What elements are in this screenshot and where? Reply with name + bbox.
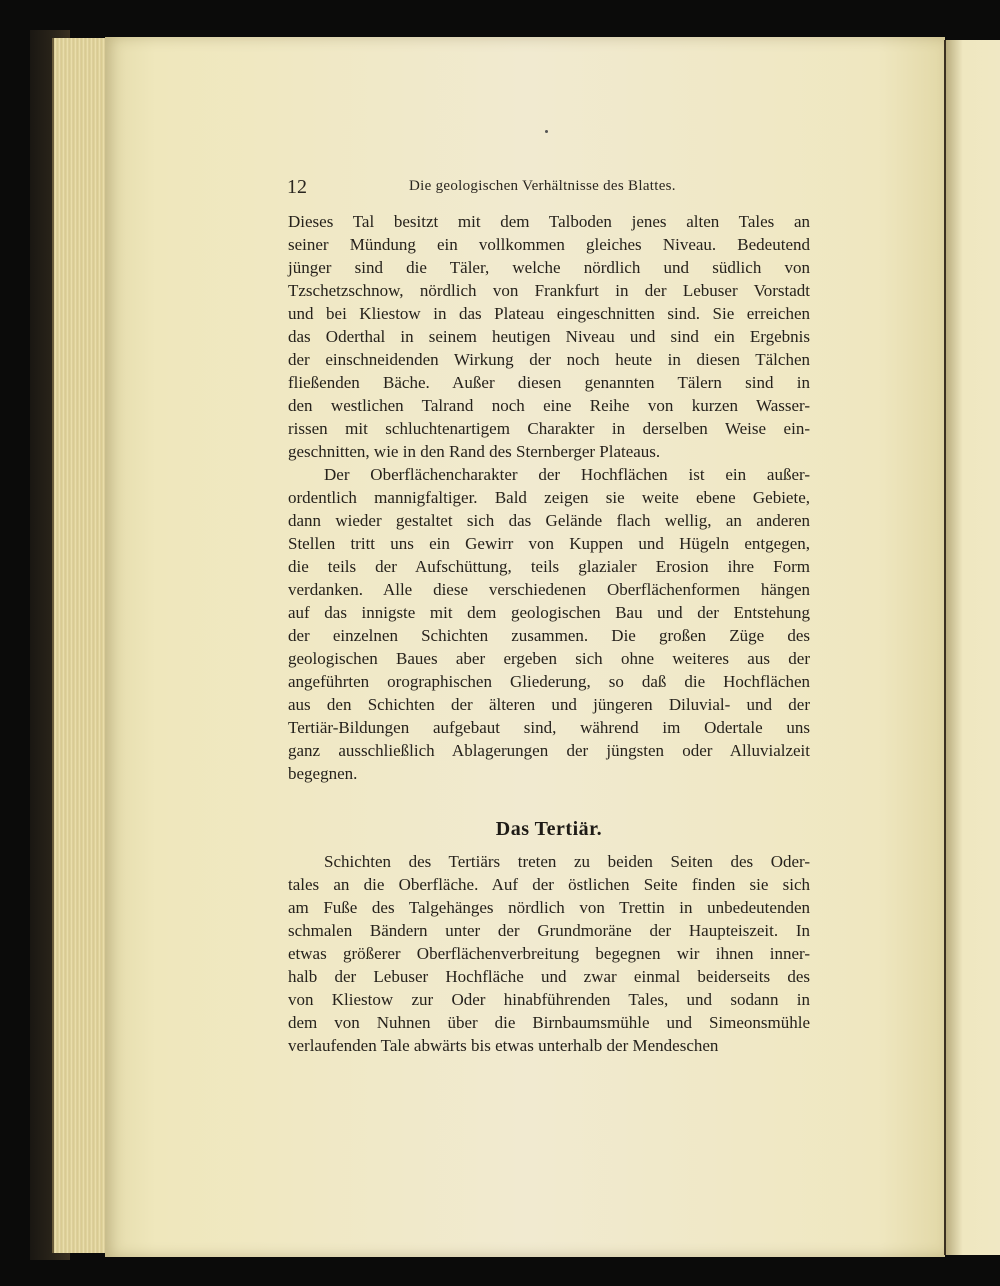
page-number: 12	[287, 176, 307, 198]
text-line: aus den Schichten der älteren und jüngeren Diluvial- und der	[288, 695, 810, 714]
text-line: seiner Mündung ein vollkommen gleiches Niveau. Bedeutend	[288, 235, 810, 254]
text-line: die teils der Aufschüttung, teils glazialer Erosion ihre Form	[288, 557, 810, 576]
text-line: geschnitten, wie in den Rand des Sternberger Plateaus.	[288, 442, 661, 461]
text-line: schmalen Bändern unter der Grundmoräne der Haupteiszeit. In	[288, 921, 810, 940]
text-line: Tzschetzschnow, nördlich von Frankfurt in der Lebuser Vorstadt	[288, 281, 810, 300]
text-line: der einzelnen Schichten zusammen. Die großen Züge des	[288, 626, 810, 645]
text-line: auf das innigste mit dem geologischen Bau und der Entstehung	[288, 603, 810, 622]
text-line: rissen mit schluchtenartigem Charakter in derselben Weise ein-	[288, 419, 810, 438]
text-line: etwas größerer Oberflächenverbreitung begegnen wir ihnen inner-	[288, 944, 810, 963]
text-line: halb der Lebuser Hochfläche und zwar einmal beiderseits des	[288, 967, 810, 986]
facing-page-edge	[944, 40, 1000, 1255]
body-text-bottom	[288, 850, 810, 1057]
text-line: dem von Nuhnen über die Birnbaumsmühle und Simeonsmühle	[288, 1013, 810, 1032]
text-line: Dieses Tal besitzt mit dem Talboden jenes alten Tales an	[288, 212, 810, 231]
body-text-top	[288, 210, 810, 785]
section-heading: Das Tertiär.	[495, 818, 603, 840]
running-title: Die geologischen Verhältnisse des Blattes.	[409, 178, 676, 194]
text-line: den westlichen Talrand noch eine Reihe von kurzen Wasser-	[288, 396, 810, 415]
text-line: Stellen tritt uns ein Gewirr von Kuppen und Hügeln entgegen,	[288, 534, 810, 553]
text-line: begegnen.	[288, 764, 358, 783]
text-line: dann wieder gestaltet sich das Gelände flach wellig, an anderen	[288, 511, 810, 530]
text-line: am Fuße des Talgehänges nördlich von Trettin in unbedeutenden	[288, 898, 810, 917]
text-line: der einschneidenden Wirkung der noch heute in diesen Tälchen	[288, 350, 810, 369]
text-line: und bei Kliestow in das Plateau eingeschnitten sind. Sie erreichen	[288, 304, 810, 323]
text-line: Schichten des Tertiärs treten zu beiden Seiten des Oder-	[324, 852, 810, 871]
text-line: angeführten orographischen Gliederung, so daß die Hochflächen	[288, 672, 810, 691]
page-header	[287, 176, 807, 202]
text-line: fließenden Bäche. Außer diesen genannten Tälern sind in	[288, 373, 810, 392]
paper-speck	[545, 130, 548, 133]
text-line: Tertiär-Bildungen aufgebaut sind, während im Odertale uns	[288, 718, 810, 737]
text-line: Der Oberflächencharakter der Hochflächen ist ein außer-	[324, 465, 810, 484]
paragraph-2	[288, 463, 810, 785]
text-line: geologischen Baues aber ergeben sich ohne weiteres aus der	[288, 649, 810, 668]
text-line: verdanken. Alle diese verschiedenen Oberflächenformen hängen	[288, 580, 810, 599]
text-line: verlaufenden Tale abwärts bis etwas unterhalb der Mendeschen	[288, 1036, 719, 1055]
text-line: jünger sind die Täler, welche nördlich und südlich von	[288, 258, 810, 277]
text-line: von Kliestow zur Oder hinabführenden Tales, und sodann in	[288, 990, 810, 1009]
paragraph-1	[288, 210, 810, 463]
text-line: tales an die Oberfläche. Auf der östlichen Seite finden sie sich	[288, 875, 810, 894]
paragraph-3	[288, 850, 810, 1057]
text-line: ordentlich mannigfaltiger. Bald zeigen sie weite ebene Gebiete,	[288, 488, 810, 507]
page-edges	[52, 38, 109, 1253]
text-line: das Oderthal in seinem heutigen Niveau und sind ein Ergebnis	[288, 327, 810, 346]
text-line: ganz ausschließlich Ablagerungen der jüngsten oder Alluvialzeit	[288, 741, 810, 760]
